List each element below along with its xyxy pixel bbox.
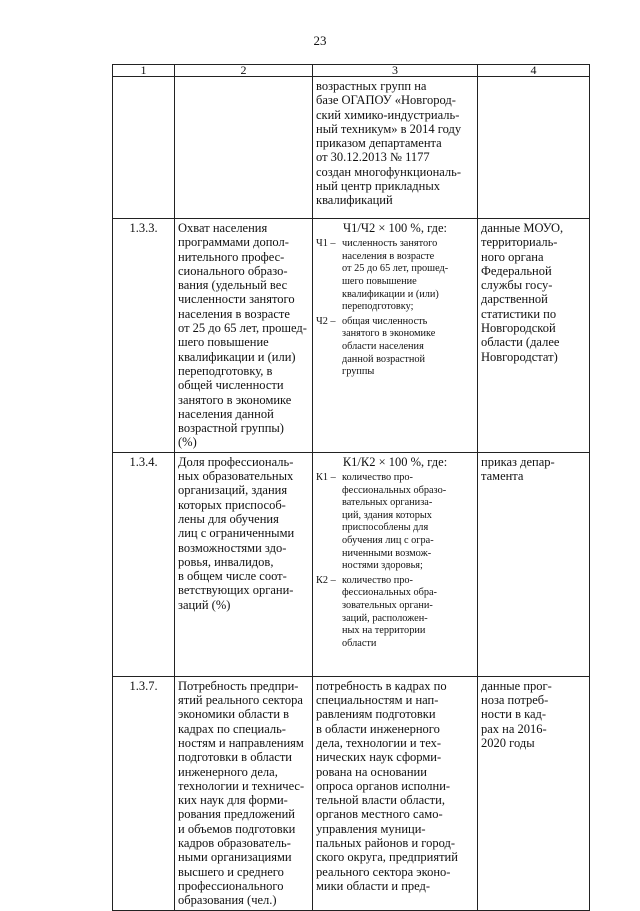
calculation-method: возрастных групп на базе ОГАПОУ «Новгород- ский химико-индустриаль- ный техникум» в 2014 году приказом департамента от 30.12.2013 № 1177 создан многофункциональ- ный центр прикладных квалификаций bbox=[313, 77, 478, 219]
table-header-row bbox=[113, 65, 590, 77]
data-source: данные МОУО, территориаль- ного органа Федеральной службы госу- дарственной статистики по Новгородской области (далее Новгородстат) bbox=[478, 219, 590, 453]
table-row bbox=[113, 219, 590, 453]
table-row bbox=[113, 77, 590, 219]
column-number-1: 1 bbox=[113, 65, 175, 77]
indicator-name: Доля профессиональ- ных образовательных организаций, здания которых приспособ- лены для обучения лиц с ограниченными возможностями здо- ровья, инвалидов, в общем числе соот- ветствующих органи- заций (%) bbox=[175, 452, 313, 676]
calculation-method bbox=[313, 219, 478, 453]
data-source bbox=[478, 77, 590, 219]
variable-definition: количество про- фессиональных образо- вательных организа- ций, здания которых приспособлены для обучения лиц с огра- ниченными возмож- ностями здоровья; bbox=[342, 472, 447, 572]
row-number: 1.3.4. bbox=[113, 452, 175, 676]
row-number: 1.3.3. bbox=[113, 219, 175, 453]
column-number-2: 2 bbox=[175, 65, 313, 77]
table-row bbox=[113, 676, 590, 910]
column-number-3: 3 bbox=[313, 65, 478, 77]
variable-definition: общая численность занятого в экономике области населения данной возрастной группы bbox=[342, 315, 436, 378]
row-number: 1.3.7. bbox=[113, 676, 175, 910]
page-number: 23 bbox=[313, 33, 327, 48]
formula-definition bbox=[316, 472, 474, 573]
formula: К1/К2 × 100 %, где: bbox=[342, 454, 448, 469]
data-source: приказ депар- тамента bbox=[478, 452, 590, 676]
variable-definition: численность занятого населения в возрасте от 25 до 65 лет, прошед- шего повышение квалификации и (или) переподготовку; bbox=[342, 238, 449, 313]
formula-definition bbox=[316, 575, 474, 651]
formula-definition bbox=[316, 316, 474, 379]
variable-symbol: Ч1 – bbox=[316, 238, 336, 250]
data-source: данные прог- ноза потреб- ности в кад- рах на 2016- 2020 годы bbox=[478, 676, 590, 910]
table-row bbox=[113, 452, 590, 676]
formula: Ч1/Ч2 × 100 %, где: bbox=[343, 221, 447, 235]
variable-symbol: К2 – bbox=[316, 574, 336, 586]
variable-definition: количество про- фессиональных обра- зовательных органи- заций, расположен- ных на территории области bbox=[342, 574, 437, 649]
indicator-name bbox=[175, 77, 313, 219]
variable-symbol: Ч2 – bbox=[316, 315, 336, 327]
column-number-4: 4 bbox=[478, 65, 590, 77]
indicators-table bbox=[112, 64, 590, 911]
variable-symbol: К1 – bbox=[316, 472, 336, 484]
formula-definition bbox=[316, 238, 474, 314]
indicator-name: Потребность предпри- ятий реального сектора экономики области в кадрах по специаль- ностям и направлениям подготовки в области инженерного дела, технологии и техничес- ких наук для форми- рования предложений и объемов подготовки кадров образователь- ными организациями высшего и среднего профессионального образования (чел.) bbox=[175, 676, 313, 910]
indicator-name: Охват населения программами допол- нительного профес- сионального образо- вания (удельный вес численности занятого населения в возрасте от 25 до 65 лет, прошед- шего повышение квалификации и (или) переподготовку, в общей численности занятого в экономике населения данной возрастной группы) (%) bbox=[175, 219, 313, 453]
calculation-method: потребность в кадрах по специальностям и нап- равлениям подготовки в области инженерного дела, технологии и тех- нических наук сформи- рована на основании опроса органов исполни- тельной власти области, органов местного само- управления муници- пальных районов и город- ского округа, предприятий реального сектора эконо- мики области и пред- bbox=[313, 676, 478, 910]
row-number bbox=[113, 77, 175, 219]
calculation-method bbox=[313, 452, 478, 676]
